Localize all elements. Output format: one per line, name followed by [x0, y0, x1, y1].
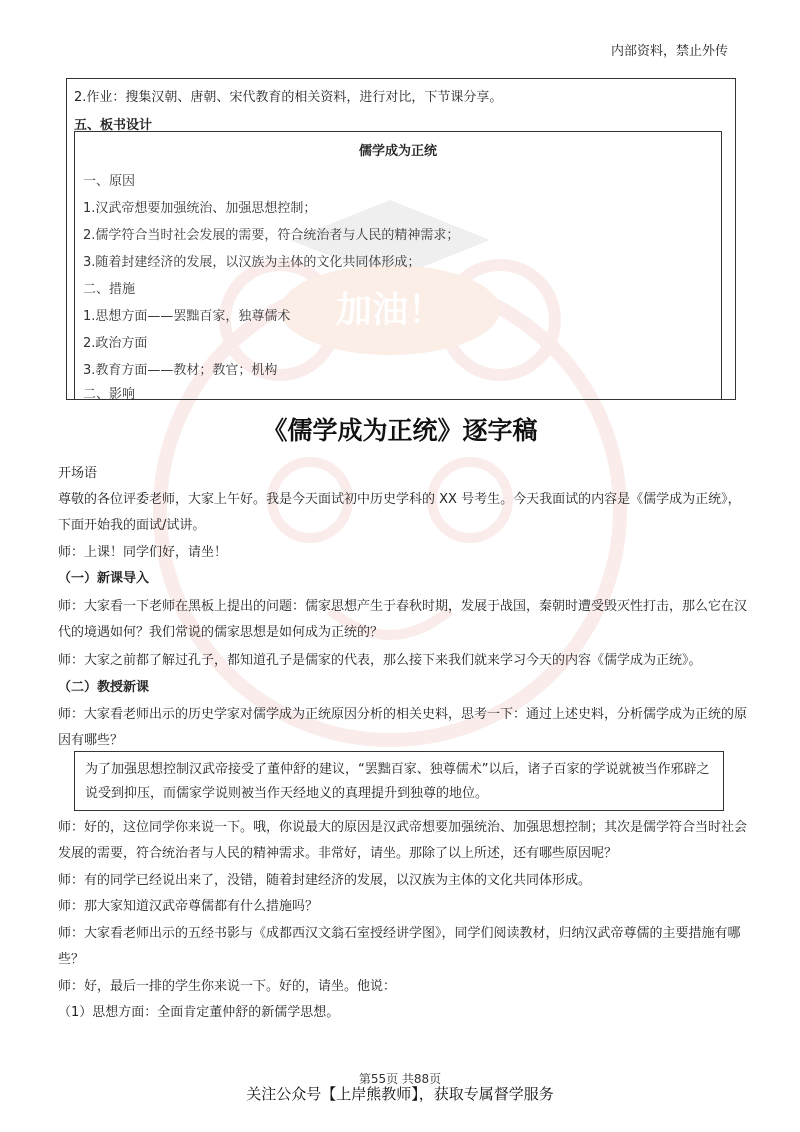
paragraph: 师：大家之前都了解过孔子，都知道孔子是儒家的代表，那么接下来我们就来学习今天的内容《儒学成为正统》。: [58, 653, 702, 668]
board-line: 3.教育方面——教材；教官；机构: [83, 363, 278, 378]
board-line: 2.儒学符合当时社会发展的需要，符合统治者与人民的精神需求；: [83, 228, 460, 243]
homework-line: 2.作业：搜集汉朝、唐朝、宋代教育的相关资料，进行对比，下节课分享。: [74, 90, 503, 105]
board-line: 2.政治方面: [83, 336, 148, 351]
confidential-note: 内部资料，禁止外传: [610, 44, 728, 59]
section-heading-intro: （一）新课导入: [58, 571, 150, 586]
paragraph: 师：好的，这位同学你来说一下。哦，你说最大的原因是汉武帝想要加强统治、加强思想控制；其次是儒学符合当时社会发展的需要，符合统治者与人民的精神需求。非常好，请坐。那除了以上所述，还有哪些原因呢？: [58, 820, 748, 861]
board-line: 1.思想方面——罢黜百家，独尊儒术: [83, 309, 291, 324]
paragraph: 师：大家看老师出示的五经书影与《成都西汉文翁石室授经讲学图》，同学们阅读教材，归纳汉武帝尊儒的主要措施有哪些？: [58, 926, 741, 967]
paragraph: 师：好，最后一排的学生你来说一下。好的，请坐。他说：: [58, 979, 397, 994]
blackboard-design: [74, 131, 722, 402]
watermark-text: 加油！: [335, 290, 445, 331]
board-title: 儒学成为正统: [358, 144, 437, 159]
paragraph: 尊敬的各位评委老师，大家上午好。我是今天面试初中历史学科的 XX 号考生。今天我面试的内容是《儒学成为正统》，下面开始我的面试/试讲。: [58, 492, 741, 533]
board-line: 1.汉武帝想要加强统治、加强思想控制；: [83, 201, 317, 216]
paragraph: 师：大家看一下老师在黑板上提出的问题：儒家思想产生于春秋时期，发展于战国，秦朝时遭受毁灭性打击，那么它在汉代的境遇如何？我们常说的儒家思想是如何成为正统的？: [58, 599, 748, 640]
section-heading-teaching: （二）教授新课: [58, 680, 150, 695]
board-design-heading: 五、板书设计: [74, 118, 153, 133]
opening-label: 开场语: [58, 466, 98, 481]
paragraph: 师：大家看老师出示的历史学家对儒学成为正统原因分析的相关史料，思考一下：通过上述史料，分析儒学成为正统的原因有哪些？: [58, 707, 748, 748]
paragraph: （1）思想方面：全面肯定董仲舒的新儒学思想。: [58, 1005, 340, 1020]
board-line: 一、原因: [83, 174, 136, 189]
paragraph: 师：有的同学已经说出来了，没错，随着封建经济的发展，以汉族为主体的文化共同体形成。: [58, 873, 592, 888]
board-line: 二、措施: [83, 282, 136, 297]
board-line: 二、影响: [83, 387, 136, 402]
page-number: 第55页 共88页: [358, 1072, 442, 1086]
footer-promo: 关注公众号【上岸熊教师】，获取专属督学服务: [246, 1085, 554, 1103]
board-line: 3.随着封建经济的发展，以汉族为主体的文化共同体形成；: [83, 255, 421, 270]
source-quote-box: 为了加强思想控制汉武帝接受了董仲舒的建议，“罢黜百家、独尊儒术”以后，诸子百家的学说就被当作邪辟之说受到抑压，而儒家学说则被当作天经地义的真理提升到独尊的地位。: [74, 751, 724, 811]
document-title: 《儒学成为正统》逐字稿: [262, 416, 538, 445]
paragraph: 师：上课！同学们好，请坐！: [58, 545, 228, 560]
paragraph: 师：那大家知道汉武帝尊儒都有什么措施吗？: [58, 899, 319, 914]
